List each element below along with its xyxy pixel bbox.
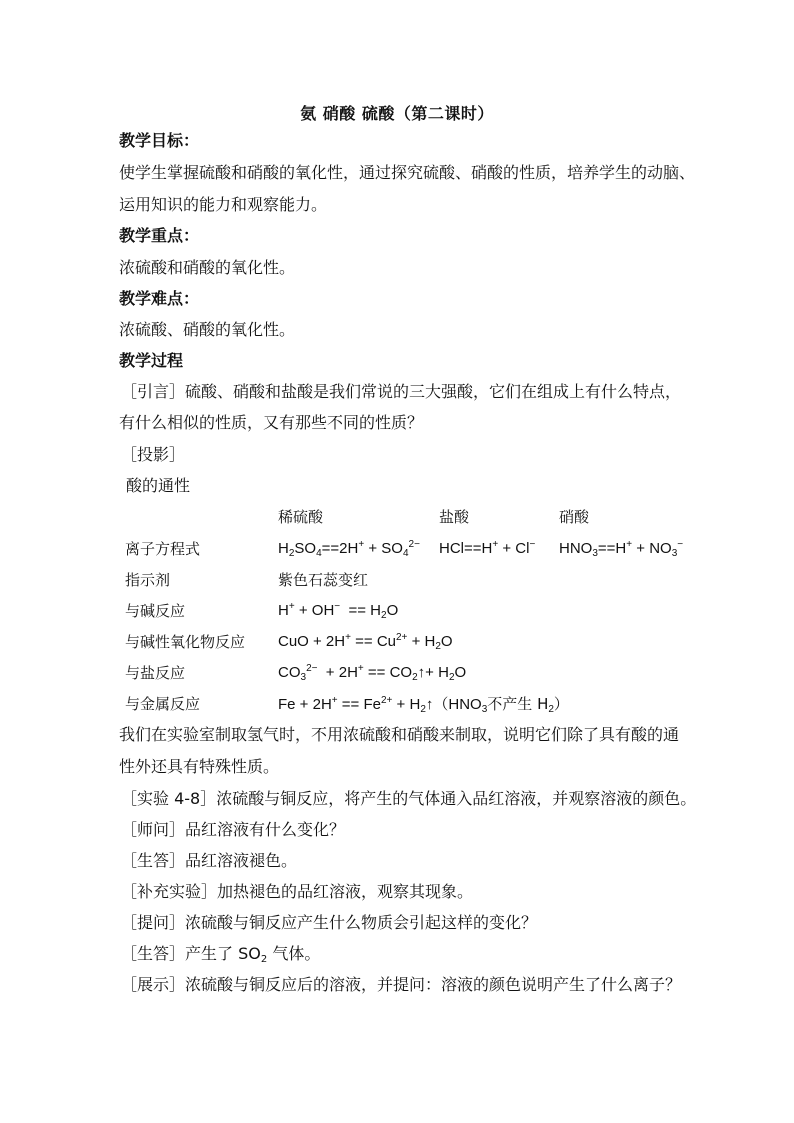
projection-label: ［投影］: [121, 445, 186, 464]
page-title: 氨 硝酸 硫酸（第二课时）: [300, 104, 494, 123]
key-points-text: 浓硫酸和硝酸的氧化性。: [119, 258, 296, 277]
intro-line-1: ［引言］硫酸、硝酸和盐酸是我们常说的三大强酸，它们在组成上有什么特点，: [121, 382, 682, 401]
row-label-indicator: 指示剂: [125, 571, 171, 589]
table-row-salt: [125, 662, 725, 684]
experiment-4-8: ［实验 4-8］浓硫酸与铜反应，将产生的气体通入品红溶液，并观察溶液的颜色。: [121, 789, 697, 808]
table-row-oxide: [125, 631, 725, 653]
row-label-oxide: 与碱性氧化物反应: [125, 633, 246, 651]
table-header-row: [125, 506, 725, 528]
objectives-line-2: 运用知识的能力和观察能力。: [119, 195, 328, 214]
metal-note-2: 不产生 H: [487, 695, 549, 713]
row-label-base: 与碱反应: [125, 602, 186, 620]
metal-note-1: （HNO: [433, 696, 482, 713]
row-label-ionic: 离子方程式: [125, 540, 201, 558]
table-row-metal: [125, 693, 725, 715]
header-hydrochloric: 盐酸: [439, 508, 470, 526]
teacher-question: ［师问］品红溶液有什么变化？: [121, 820, 346, 839]
row-label-salt: 与盐反应: [125, 664, 186, 682]
difficulty-text: 浓硫酸、硝酸的氧化性。: [119, 320, 296, 339]
intro-line-2: 有什么相似的性质，又有那些不同的性质？: [119, 413, 424, 432]
paragraph-1-line-1: 我们在实验室制取氢气时，不用浓硫酸和硝酸来制取，说明它们除了具有酸的通: [119, 725, 680, 744]
objectives-line-1: 使学生掌握硫酸和硝酸的氧化性，通过探究硫酸、硝酸的性质，培养学生的动脑、: [119, 163, 696, 182]
student-answer-1: ［生答］品红溶液褪色。: [121, 851, 298, 870]
question: ［提问］浓硫酸与铜反应产生什么物质会引起这样的变化？: [121, 913, 538, 932]
eq-carbonate: $CO_3^{2-} + 2H^+$ == $CO_2↑+ H_2O$: [278, 663, 467, 683]
eq-sulfuric-ionization: $H_2SO_4==2H^+ + SO_4^{2-}$: [278, 539, 420, 559]
eq-hydrochloric-ionization: HCl==H+ + Cl−: [439, 539, 536, 557]
eq-neutralization: $H^+ + OH^- == H_2O$: [278, 601, 399, 621]
table-row-indicator: [125, 569, 725, 591]
key-points-heading: 教学重点：: [119, 226, 200, 245]
row-label-metal: 与金属反应: [125, 695, 201, 713]
table-row-base: [125, 600, 725, 622]
paragraph-1-line-2: 性外还具有特殊性质。: [119, 757, 280, 776]
table-caption: 酸的通性: [126, 476, 191, 495]
objectives-heading: 教学目标：: [119, 131, 200, 150]
student-answer-2: ［生答］产生了 $SO_2$ 气体。: [121, 944, 321, 965]
process-heading: 教学过程: [119, 351, 184, 370]
eq-basic-oxide: CuO + $2H^+ == Cu^{2+} + H_2O$: [278, 632, 453, 652]
indicator-text: 紫色石蕊变红: [278, 571, 369, 589]
difficulty-heading: 教学难点：: [119, 289, 200, 308]
table-row-ionic: [125, 538, 725, 560]
eq-nitric-ionization: $HNO_3==H^+ + NO_3^-$: [559, 539, 684, 559]
eq-metal: $Fe + 2H^+ == Fe^{2+}$ + $H_2↑(HNO_3$不产生 $H_2$）: [278, 695, 569, 715]
student-answer-2-suffix: 气体。: [272, 944, 321, 963]
header-dilute-sulfuric: 稀硫酸: [278, 508, 324, 526]
supplementary-experiment: ［补充实验］加热褪色的品红溶液，观察其现象。: [121, 882, 474, 901]
header-nitric: 硝酸: [559, 508, 590, 526]
student-answer-2-prefix: ［生答］产生了 SO: [121, 944, 261, 963]
show-and-ask: ［展示］浓硫酸与铜反应后的溶液，并提问：溶液的颜色说明产生了什么离子？: [121, 975, 682, 994]
